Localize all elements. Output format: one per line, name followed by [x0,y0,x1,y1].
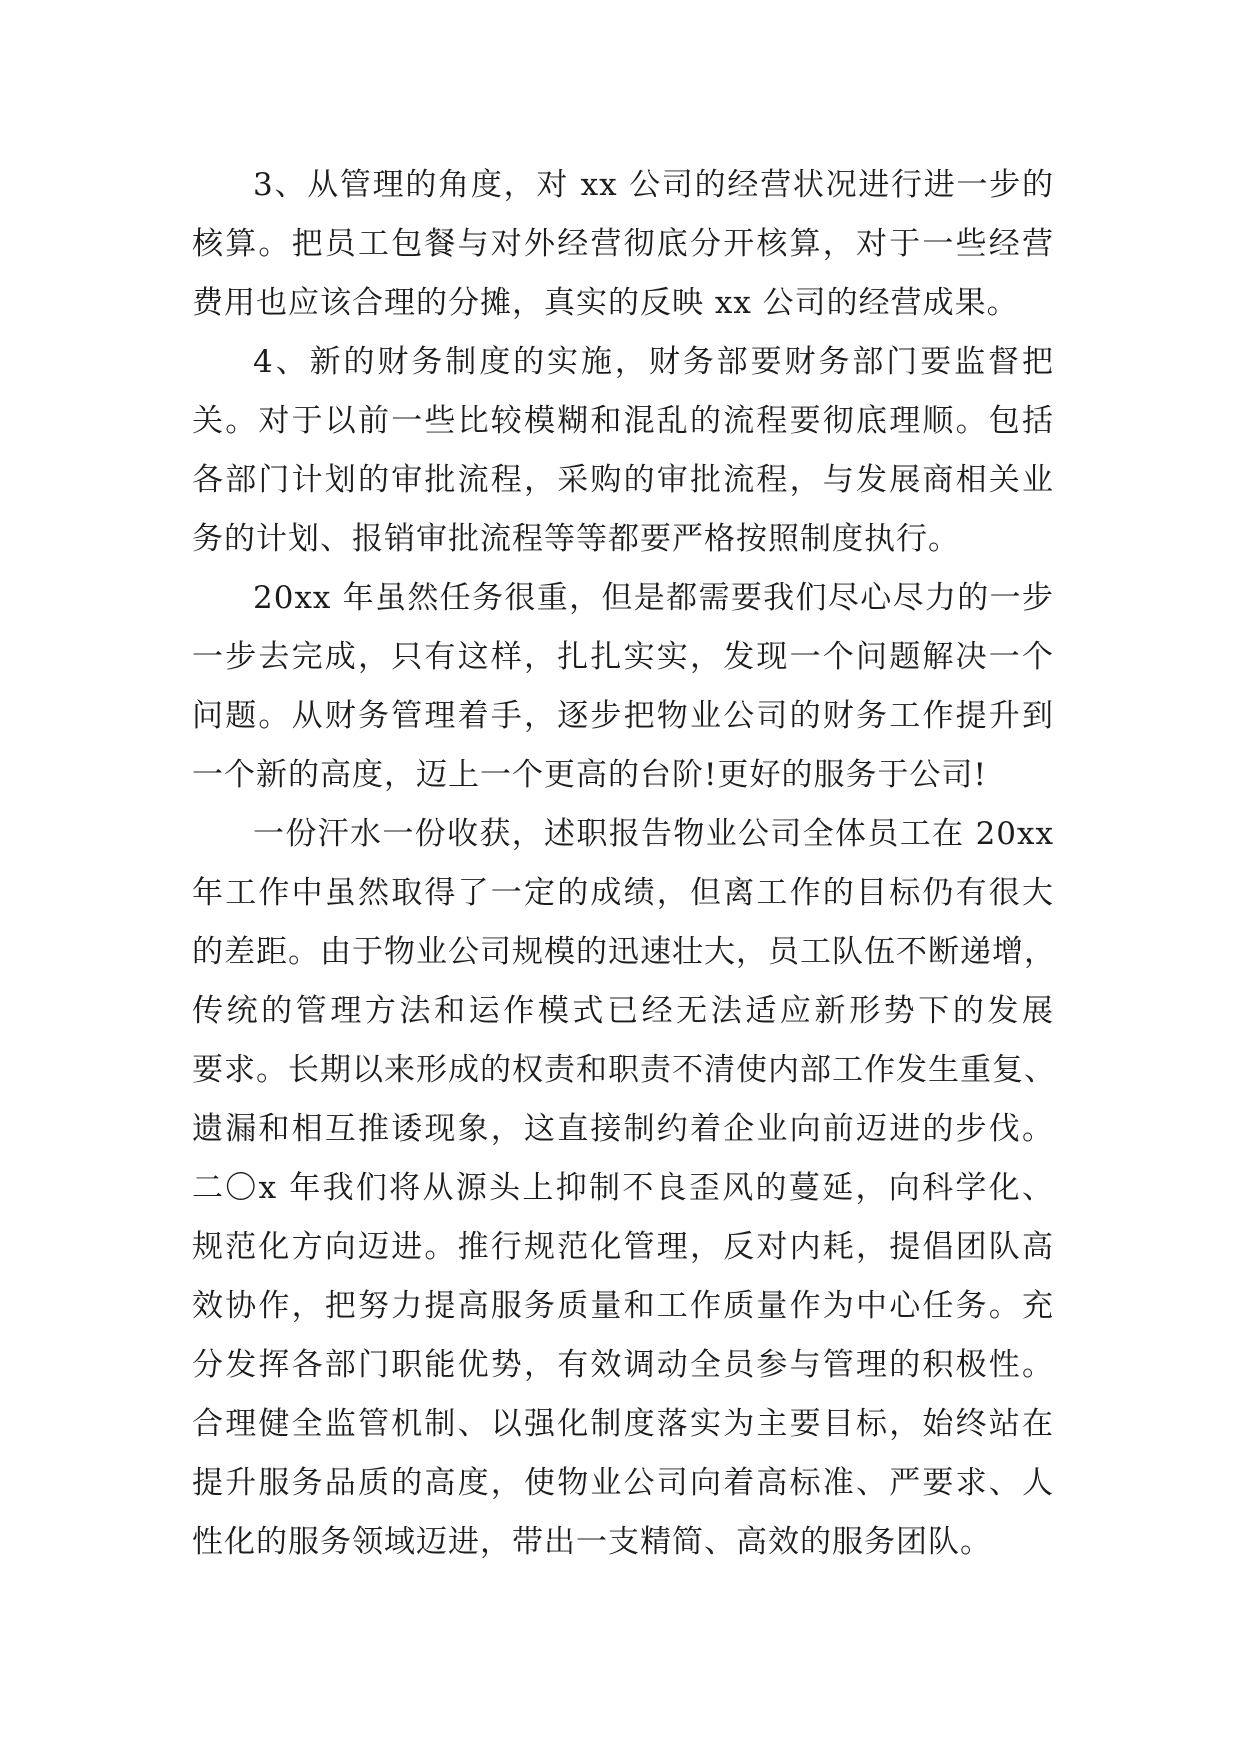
text-line: 各部门计划的审批流程，采购的审批流程，与发展商相关业 [192,462,1054,498]
text-line: 问题。从财务管理着手，逐步把物业公司的财务工作提升到 [192,698,1054,734]
text-line: 效协作，把努力提高服务质量和工作质量作为中心任务。充 [192,1288,1054,1324]
text-line: 一个新的高度，迈上一个更高的台阶!更好的服务于公司! [192,757,987,793]
paragraph-conclusion [192,805,1054,1572]
text-line: 一份汗水一份收获，述职报告物业公司全体员工在 20xx [253,816,1054,852]
text-line: 传统的管理方法和运作模式已经无法适应新形势下的发展 [192,993,1054,1029]
text-line: 费用也应该合理的分摊，真实的反映 xx 公司的经营成果。 [192,285,1019,321]
text-line: 提升服务品质的高度，使物业公司向着高标准、严要求、人 [192,1465,1054,1501]
paragraph-4-finance-system [192,333,1054,569]
text-line: 的差距。由于物业公司规模的迅速壮大，员工队伍不断递增， [192,934,1056,970]
text-line: 核算。把员工包餐与对外经营彻底分开核算，对于一些经营 [192,226,1054,262]
text-line: 20xx 年虽然任务很重，但是都需要我们尽心尽力的一步 [253,580,1054,616]
paragraph-year-tasks [192,569,1054,805]
text-line: 务的计划、报销审批流程等等都要严格按照制度执行。 [192,521,960,557]
text-line: 规范化方向迈进。推行规范化管理，反对内耗，提倡团队高 [192,1229,1054,1265]
text-line: 合理健全监管机制、以强化制度落实为主要目标，始终站在 [192,1406,1054,1442]
text-line: 二〇x 年我们将从源头上抑制不良歪风的蔓延，向科学化、 [192,1170,1054,1206]
text-line: 遗漏和相互推诿现象，这直接制约着企业向前迈进的步伐。 [192,1111,1054,1147]
text-line: 要求。长期以来形成的权责和职责不清使内部工作发生重复、 [192,1052,1056,1088]
text-line: 年工作中虽然取得了一定的成绩，但离工作的目标仍有很大 [192,875,1054,911]
text-line: 3、从管理的角度，对 xx 公司的经营状况进行进一步的 [253,167,1054,203]
text-line: 一步去完成，只有这样，扎扎实实，发现一个问题解决一个 [192,639,1054,675]
text-line: 4、新的财务制度的实施，财务部要财务部门要监督把 [253,344,1054,380]
text-line: 分发挥各部门职能优势，有效调动全员参与管理的积极性。 [192,1347,1054,1383]
paragraph-3-management [192,156,1054,333]
text-line: 关。对于以前一些比较模糊和混乱的流程要彻底理顺。包括 [192,403,1054,439]
document-body [192,156,1054,1572]
text-line: 性化的服务领域迈进，带出一支精简、高效的服务团队。 [192,1524,992,1560]
